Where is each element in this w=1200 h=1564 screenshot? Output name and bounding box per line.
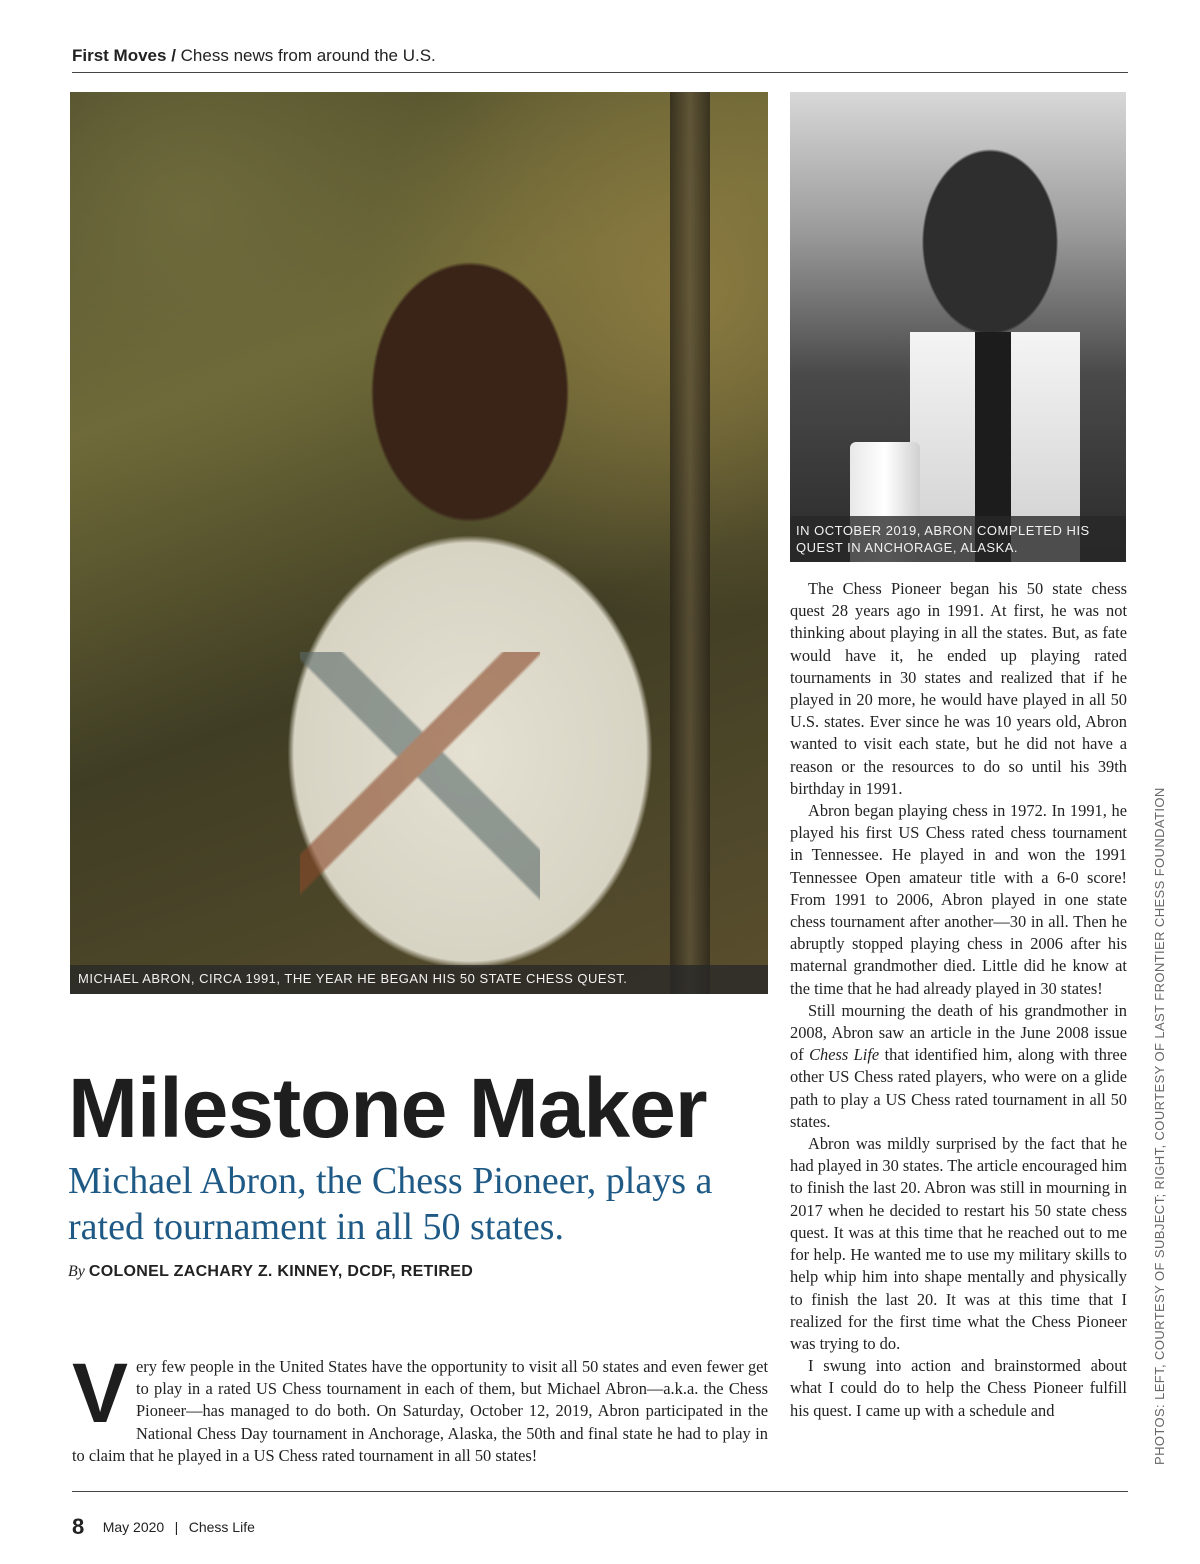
body-paragraph-1: The Chess Pioneer began his 50 state chess quest 28 years ago in 1991. At first, he was not thinking about playing in all the states. But, as fate would have it, he ended up playing rated tournaments in 30 states and realized that if he played in 20 more, he would have played in all 50 U.S. states. Ever since he was 10 years old, Abron wanted to visit each state, but he did not have a reason or the resources to do so until his 39th birthday in 1991. (790, 579, 1127, 798)
article-subtitle: Michael Abron, the Chess Pioneer, plays a rated tournament in all 50 states. (68, 1160, 713, 1248)
body-column (790, 578, 1127, 1422)
p3-text-a: Still mourning the death of his grandmother in 2008, Abron saw an article in the June 2008 issue of (790, 1000, 1127, 1065)
page-number: 8 (72, 1514, 85, 1539)
body-paragraph-3 (790, 1000, 1127, 1133)
main-photo (70, 92, 768, 994)
main-photo-caption: MICHAEL ABRON, CIRCA 1991, THE YEAR HE BEGAN HIS 50 STATE CHESS QUEST. (70, 965, 768, 994)
lead-text: ery few people in the United States have the opportunity to visit all 50 states and even fewer get to play in a rated US Chess tournament in each of them, but Michael Abron—a.k.a. the Chess Pioneer—has managed to do both. On Saturday, October 12, 2019, Abron participated in the National Chess Day tournament in Anchorage, Alaska, the 50th and final state he had to play in to claim that he played in a US Chess rated tournament in all 50 states! (72, 1357, 768, 1465)
p3-text-b: that identified him, along with three other US Chess rated players, who were on a glide path to play a US Chess rated tournament in all 50 states. (790, 1045, 1127, 1131)
running-header (72, 46, 1128, 66)
drop-cap: V (72, 1346, 129, 1440)
issue-date: May 2020 (102, 1519, 165, 1535)
photo-credit: PHOTOS: LEFT, COURTESY OF SUBJECT; RIGHT, COURTESY OF LAST FRONTIER CHESS FOUNDATION (1152, 787, 1167, 1465)
footer-rule (72, 1491, 1128, 1492)
article-title: Milestone Maker (68, 1061, 707, 1155)
byline (68, 1263, 768, 1281)
magazine-name: Chess Life (188, 1519, 255, 1535)
footer-separator: | (174, 1519, 179, 1535)
photo-tree-trunk (670, 92, 710, 994)
photo-shirt-pattern (300, 652, 540, 912)
side-photo-caption: IN OCTOBER 2019, ABRON COMPLETED HIS QUEST IN ANCHORAGE, ALASKA. (790, 516, 1126, 562)
byline-author: COLONEL ZACHARY Z. KINNEY, DCDF, RETIRED (88, 1263, 474, 1280)
byline-prefix: By (68, 1263, 85, 1280)
lead-paragraph (72, 1346, 768, 1467)
page-footer (72, 1514, 255, 1540)
magazine-title-italic: Chess Life (809, 1045, 880, 1065)
body-paragraph-4: Abron was mildly surprised by the fact that he had played in 30 states. The article encouraged him to finish the last 20. Abron was still in mourning in 2017 when he decided to restart his 50 state chess quest. It was at this time that he reached out to me for help. He wanted me to use my military skills to help whip him into shape mentally and physically to finish the last 20. It was at this time that I realized for the first time what the Chess Pioneer was trying to do. (790, 1134, 1127, 1353)
body-paragraph-5: I swung into action and brainstormed about what I could do to help the Chess Pioneer fulfill his quest. I came up with a schedule and (790, 1356, 1127, 1420)
body-paragraph-2: Abron began playing chess in 1972. In 1991, he played his first US Chess rated chess tournament in Tennessee. He played in and won the 1991 Tennessee Open amateur title with a 6-0 score! From 1991 to 2006, Abron played in one state chess tournament after another—30 in all. Then he abruptly stopped playing chess in 2006 after his maternal grandmother died. Little did he know at the time that he had already played in 30 states! (790, 801, 1127, 998)
side-photo (790, 92, 1126, 562)
section-label: First Moves / (72, 46, 176, 65)
header-rule (72, 72, 1128, 73)
section-tagline: Chess news from around the U.S. (180, 46, 436, 65)
